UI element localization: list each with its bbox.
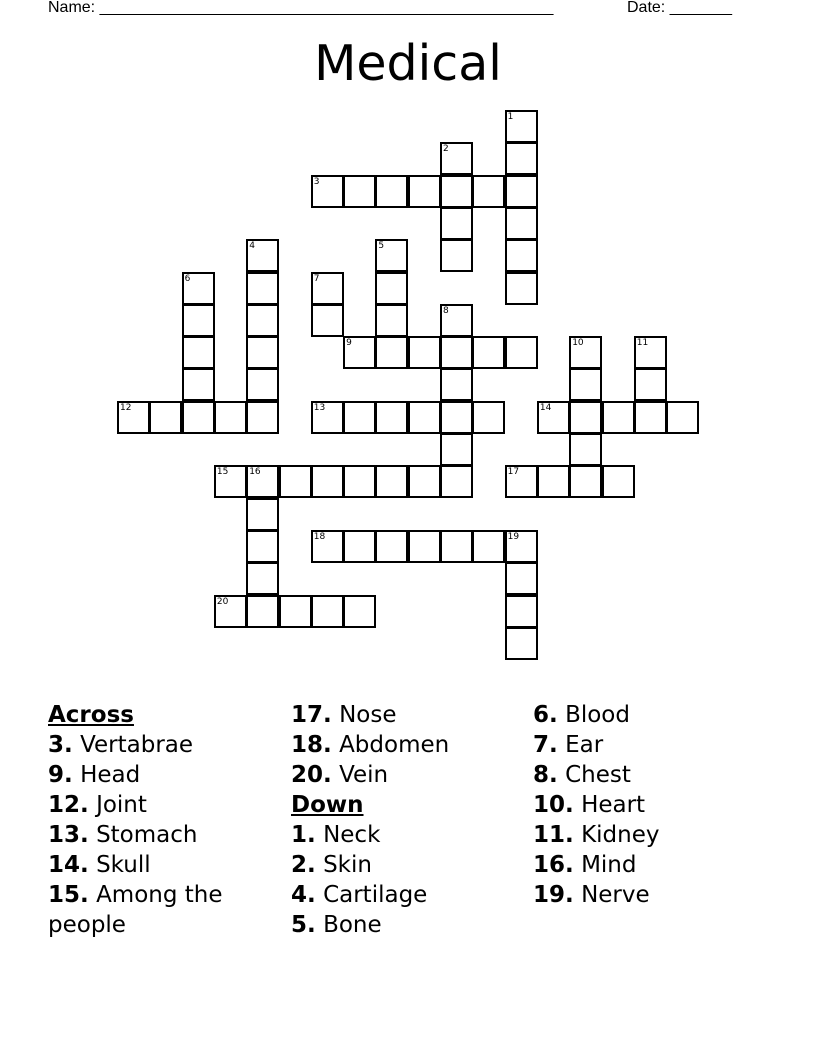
cell-number: 15 bbox=[216, 467, 229, 478]
grid-cell[interactable] bbox=[182, 304, 215, 337]
grid-cell[interactable] bbox=[440, 368, 473, 401]
clue-number: 18. bbox=[291, 732, 332, 758]
cell-number: 3 bbox=[313, 176, 320, 187]
grid-cell[interactable] bbox=[246, 272, 279, 305]
grid-cell[interactable] bbox=[343, 595, 376, 628]
grid-cell[interactable] bbox=[505, 239, 538, 272]
clue-text: Cartilage bbox=[323, 882, 428, 908]
grid-cell[interactable] bbox=[343, 175, 376, 208]
grid-cell[interactable] bbox=[311, 304, 344, 337]
clue-text: Heart bbox=[581, 792, 646, 818]
cell-number: 10 bbox=[572, 338, 584, 349]
clue-number: 14. bbox=[48, 852, 89, 878]
clue-number: 15. bbox=[48, 882, 89, 908]
clue-text: Joint bbox=[96, 792, 147, 818]
clue-text: Kidney bbox=[581, 822, 660, 848]
clue-number: 3. bbox=[48, 732, 73, 758]
grid-cell[interactable] bbox=[472, 530, 505, 563]
grid-cell[interactable] bbox=[375, 401, 408, 434]
clue-item bbox=[291, 760, 521, 790]
grid-cell[interactable] bbox=[311, 175, 344, 208]
cell-number: 6 bbox=[184, 273, 191, 284]
clue-item bbox=[533, 730, 773, 760]
cell-number: 18 bbox=[313, 531, 326, 542]
clue-number: 2. bbox=[291, 852, 316, 878]
grid-cell[interactable] bbox=[408, 336, 441, 369]
grid-cell[interactable] bbox=[311, 401, 344, 434]
cell-number: 12 bbox=[120, 402, 132, 413]
clue-item bbox=[291, 820, 521, 850]
clue-item bbox=[533, 880, 773, 910]
grid-cell[interactable] bbox=[246, 239, 279, 272]
grid-cell[interactable] bbox=[440, 336, 473, 369]
clue-column-2 bbox=[291, 700, 521, 940]
grid-cell[interactable] bbox=[375, 272, 408, 305]
cell-number: 17 bbox=[507, 467, 520, 478]
grid-cell[interactable] bbox=[117, 401, 150, 434]
name-field-label: Name: ___________________________________________________ bbox=[48, 0, 554, 16]
clue-item bbox=[48, 730, 278, 760]
grid-cell[interactable] bbox=[343, 401, 376, 434]
grid-cell[interactable] bbox=[537, 401, 570, 434]
grid-cell[interactable] bbox=[440, 304, 473, 337]
grid-cell[interactable] bbox=[246, 498, 279, 531]
clue-text: Chest bbox=[565, 762, 631, 788]
grid-cell[interactable] bbox=[343, 465, 376, 498]
clue-text: Abdomen bbox=[339, 732, 450, 758]
clue-text: Skull bbox=[96, 852, 151, 878]
grid-cell[interactable] bbox=[375, 336, 408, 369]
grid-cell[interactable] bbox=[311, 272, 344, 305]
clue-text: Head bbox=[80, 762, 141, 788]
cell-number: 11 bbox=[636, 338, 649, 349]
grid-cell[interactable] bbox=[408, 465, 441, 498]
clue-column-1 bbox=[48, 700, 278, 940]
cell-number: 5 bbox=[378, 241, 385, 252]
clue-text: Mind bbox=[581, 852, 637, 878]
clue-text: Vein bbox=[339, 762, 389, 788]
cell-number: 1 bbox=[507, 112, 514, 122]
clue-item bbox=[291, 880, 521, 910]
grid-cell[interactable] bbox=[440, 142, 473, 175]
grid-cell[interactable] bbox=[440, 401, 473, 434]
grid-cell[interactable] bbox=[440, 239, 473, 272]
grid-cell[interactable] bbox=[666, 401, 699, 434]
clue-item bbox=[533, 850, 773, 880]
grid-cell[interactable] bbox=[408, 401, 441, 434]
grid-cell[interactable] bbox=[505, 272, 538, 305]
clue-item bbox=[48, 850, 278, 880]
grid-cell[interactable] bbox=[214, 595, 247, 628]
date-field-label: Date: _______ bbox=[627, 0, 732, 16]
grid-cell[interactable] bbox=[246, 368, 279, 401]
grid-cell[interactable] bbox=[149, 401, 182, 434]
grid-cell[interactable] bbox=[182, 336, 215, 369]
grid-cell[interactable] bbox=[505, 336, 538, 369]
grid-cell[interactable] bbox=[472, 336, 505, 369]
grid-cell[interactable] bbox=[440, 530, 473, 563]
clue-text: Blood bbox=[565, 702, 630, 728]
clue-number: 13. bbox=[48, 822, 89, 848]
grid-cell[interactable] bbox=[214, 401, 247, 434]
grid-cell[interactable] bbox=[279, 595, 312, 628]
grid-cell[interactable] bbox=[440, 433, 473, 466]
cell-number: 8 bbox=[443, 305, 449, 316]
grid-cell[interactable] bbox=[375, 175, 408, 208]
grid-cell[interactable] bbox=[602, 465, 635, 498]
clue-number: 9. bbox=[48, 762, 73, 788]
clue-item bbox=[291, 730, 521, 760]
grid-cell[interactable] bbox=[472, 175, 505, 208]
cell-number: 9 bbox=[346, 338, 352, 349]
cell-number: 13 bbox=[313, 402, 326, 413]
grid-cell[interactable] bbox=[505, 627, 538, 660]
grid-cell[interactable] bbox=[375, 465, 408, 498]
grid-cell[interactable] bbox=[246, 465, 279, 498]
clue-text: Vertabrae bbox=[80, 732, 194, 758]
clue-item bbox=[48, 760, 278, 790]
clue-heading: Down bbox=[291, 792, 364, 818]
page-title: Medical bbox=[314, 35, 502, 92]
cell-number: 20 bbox=[216, 596, 229, 607]
grid-cell[interactable] bbox=[343, 530, 376, 563]
cell-number: 2 bbox=[443, 144, 449, 155]
clue-item bbox=[533, 820, 773, 850]
grid-cell[interactable] bbox=[505, 110, 538, 143]
grid-cell[interactable] bbox=[505, 595, 538, 628]
cell-number: 4 bbox=[249, 241, 255, 252]
grid-cell[interactable] bbox=[311, 530, 344, 563]
grid-cell[interactable] bbox=[472, 401, 505, 434]
clue-number: 19. bbox=[533, 882, 574, 908]
grid-cell[interactable] bbox=[569, 401, 602, 434]
grid-cell[interactable] bbox=[569, 368, 602, 401]
clue-number: 8. bbox=[533, 762, 558, 788]
grid-cell[interactable] bbox=[279, 465, 312, 498]
grid-cell[interactable] bbox=[569, 465, 602, 498]
grid-cell[interactable] bbox=[537, 465, 570, 498]
grid-cell[interactable] bbox=[634, 336, 667, 369]
clue-number: 7. bbox=[533, 732, 558, 758]
clue-number: 6. bbox=[533, 702, 558, 728]
clue-heading: Across bbox=[48, 702, 134, 728]
clue-item bbox=[48, 820, 278, 850]
grid-cell[interactable] bbox=[569, 336, 602, 369]
grid-cell[interactable] bbox=[214, 465, 247, 498]
clue-number: 16. bbox=[533, 852, 574, 878]
clue-item bbox=[291, 700, 521, 730]
grid-cell[interactable] bbox=[182, 401, 215, 434]
grid-cell[interactable] bbox=[182, 368, 215, 401]
cell-number: 14 bbox=[539, 402, 552, 413]
grid-cell[interactable] bbox=[505, 562, 538, 595]
grid-cell[interactable] bbox=[440, 175, 473, 208]
clue-text: Skin bbox=[323, 852, 372, 878]
grid-cell[interactable] bbox=[634, 401, 667, 434]
grid-cell[interactable] bbox=[569, 433, 602, 466]
clue-item bbox=[533, 790, 773, 820]
clue-text: Ear bbox=[565, 732, 604, 758]
clue-number: 4. bbox=[291, 882, 316, 908]
grid-cell[interactable] bbox=[246, 336, 279, 369]
grid-cell[interactable] bbox=[375, 530, 408, 563]
grid-cell[interactable] bbox=[246, 304, 279, 337]
clue-text: Neck bbox=[323, 822, 381, 848]
clue-item bbox=[533, 700, 773, 730]
grid-cell[interactable] bbox=[505, 465, 538, 498]
grid-cell[interactable] bbox=[505, 142, 538, 175]
grid-cell[interactable] bbox=[246, 562, 279, 595]
clue-text: Nose bbox=[339, 702, 397, 728]
cell-number: 7 bbox=[313, 273, 320, 284]
clue-text: Among the people bbox=[48, 882, 223, 938]
grid-cell[interactable] bbox=[343, 336, 376, 369]
grid-cell[interactable] bbox=[505, 207, 538, 240]
grid-cell[interactable] bbox=[246, 401, 279, 434]
clue-number: 10. bbox=[533, 792, 574, 818]
clue-item bbox=[48, 790, 278, 820]
clue-text: Bone bbox=[323, 912, 382, 938]
grid-cell[interactable] bbox=[182, 272, 215, 305]
grid-cell[interactable] bbox=[440, 207, 473, 240]
clue-item bbox=[291, 850, 521, 880]
grid-cell[interactable] bbox=[505, 175, 538, 208]
grid-cell[interactable] bbox=[440, 465, 473, 498]
clue-text: Nerve bbox=[581, 882, 650, 908]
grid-cell[interactable] bbox=[408, 175, 441, 208]
grid-cell[interactable] bbox=[375, 239, 408, 272]
grid-cell[interactable] bbox=[602, 401, 635, 434]
grid-cell[interactable] bbox=[375, 304, 408, 337]
grid-cell[interactable] bbox=[246, 595, 279, 628]
clue-item bbox=[48, 880, 278, 940]
cell-number: 16 bbox=[249, 467, 261, 478]
grid-cell[interactable] bbox=[246, 530, 279, 563]
clue-item bbox=[533, 760, 773, 790]
clue-column-3 bbox=[533, 700, 773, 910]
clue-number: 11. bbox=[533, 822, 574, 848]
clue-number: 20. bbox=[291, 762, 332, 788]
clue-number: 5. bbox=[291, 912, 316, 938]
clue-text: Stomach bbox=[96, 822, 198, 848]
clue-number: 17. bbox=[291, 702, 332, 728]
grid-cell[interactable] bbox=[311, 465, 344, 498]
grid-cell[interactable] bbox=[408, 530, 441, 563]
cell-number: 19 bbox=[507, 531, 520, 542]
grid-cell[interactable] bbox=[311, 595, 344, 628]
clue-number: 1. bbox=[291, 822, 316, 848]
clue-number: 12. bbox=[48, 792, 89, 818]
grid-cell[interactable] bbox=[634, 368, 667, 401]
clue-item bbox=[291, 910, 521, 940]
grid-cell[interactable] bbox=[505, 530, 538, 563]
